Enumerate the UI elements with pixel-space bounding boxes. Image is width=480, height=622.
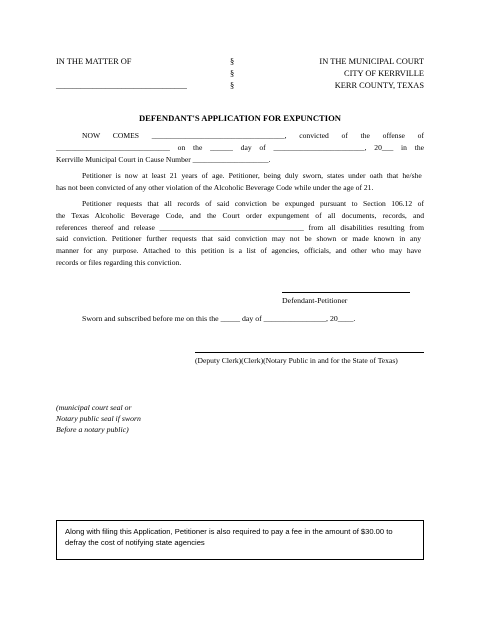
seal-note-line3: Before a notary public) xyxy=(56,425,129,434)
para2-line2: has not been convicted of any other violation of the Alcoholic Beverage Code while under the age of 21. xyxy=(56,182,374,192)
seal-note-line2: Notary public seal if sworn xyxy=(56,414,141,423)
court-county: KERR COUNTY, TEXAS xyxy=(334,81,424,90)
seal-note xyxy=(56,402,141,435)
section-symbol-1: § xyxy=(230,57,235,66)
para3-line6: records or files regarding this conviction. xyxy=(56,257,182,267)
para2-line1: Petitioner is now at least 21 years of age. Petitioner, being duly sworn, states under oath that he/she xyxy=(82,171,422,180)
fee-notice-text: Along with filing this Application, Petitioner is also required to pay a fee in the amount of $30.00 to defray the cost of notifying state agencies xyxy=(65,527,393,547)
para3-line5: manner for any purpose. Attached to this petition is a list of agencies, officials, and other who may have xyxy=(56,246,422,256)
fee-notice-box xyxy=(56,520,424,560)
para3-line2: the Texas Alcoholic Beverage Code, and the Court order expungement of all documents, records, and xyxy=(56,210,424,220)
defendant-signature-label: Defendant-Petitioner xyxy=(282,296,348,305)
section-symbol-2: § xyxy=(230,69,235,78)
defendant-signature-line[interactable] xyxy=(282,292,410,293)
para1-line3: Kerrville Municipal Court in Cause Number ____________________. xyxy=(56,154,271,164)
para3-line3: references thereof and release ______________________________________ from all disabilities resulting from xyxy=(56,222,424,232)
official-signature-label: (Deputy Clerk)(Clerk)(Notary Public in and for the State of Texas) xyxy=(195,356,398,365)
paragraph-age-statement xyxy=(56,170,424,194)
para3-line4: said conviction. Petitioner further requests that said conviction may not be shown or made known in any xyxy=(56,234,422,244)
paragraph-expunction-request xyxy=(56,198,424,269)
para1-line2: ______________________________ on the ______ day of ________________________, 20___ in the xyxy=(56,142,424,152)
court-name: IN THE MUNICIPAL COURT xyxy=(319,57,424,66)
para3-line1: Petitioner requests that all records of said conviction be expunged pursuant to Section 106.12 of xyxy=(82,199,424,208)
para1-line1: NOW COMES ___________________________________, convicted of the offense of xyxy=(82,131,424,140)
paragraph-now-comes xyxy=(56,130,424,165)
court-city: CITY OF KERRVILLE xyxy=(344,69,424,78)
document-title: DEFENDANT'S APPLICATION FOR EXPUNCTION xyxy=(138,113,342,123)
section-symbol-3: § xyxy=(230,81,235,90)
sworn-statement: Sworn and subscribed before me on this the _____ day of ________________, 20____. xyxy=(82,314,356,323)
official-signature-line[interactable] xyxy=(195,352,424,353)
seal-note-line1: (municipal court seal or xyxy=(56,403,132,412)
caption-name-blank: ________________________________ xyxy=(56,81,187,90)
caption-matter-label: IN THE MATTER OF xyxy=(56,57,132,66)
